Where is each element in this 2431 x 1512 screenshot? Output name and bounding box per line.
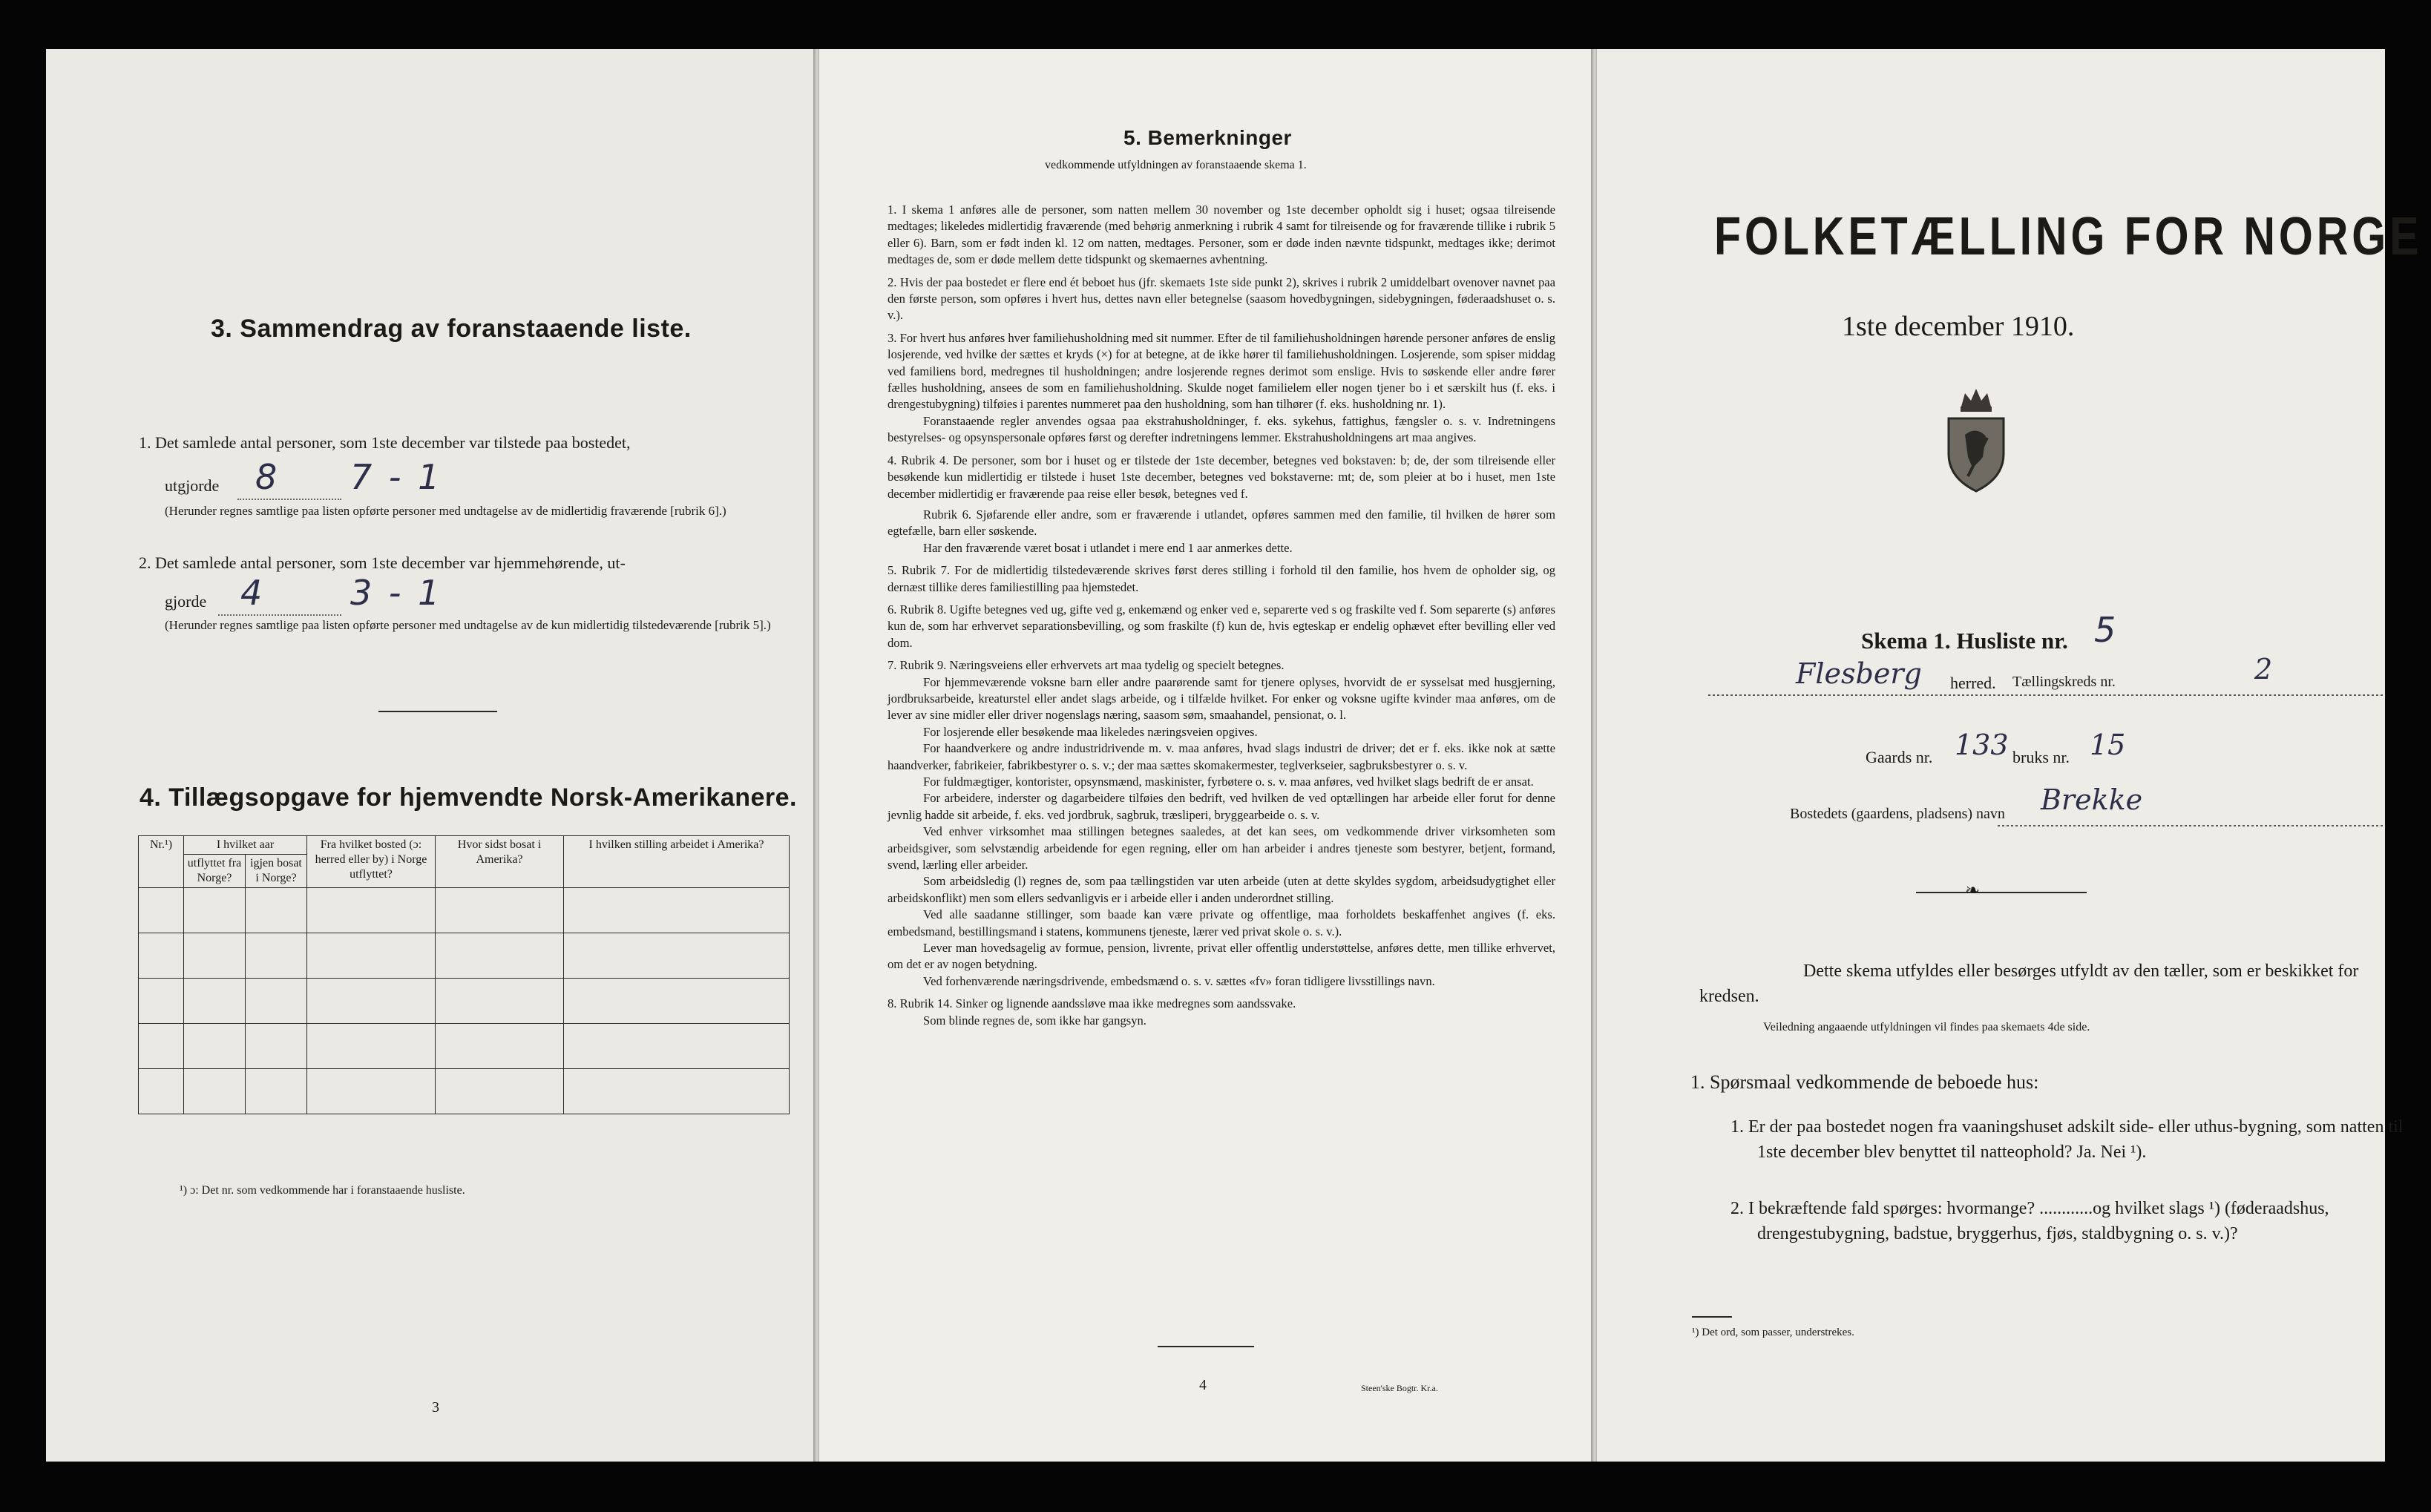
bosted-name: Brekke xyxy=(2041,783,2143,816)
kreds-nr: 2 xyxy=(2254,653,2273,686)
skema-label: Skema 1. Husliste nr. xyxy=(1861,628,2068,654)
gaards-label: Gaards nr. xyxy=(1866,748,1933,766)
kreds-label: Tællingskreds nr. xyxy=(2012,674,2116,690)
item-1-note: (Herunder regnes samtlige paa listen opførte personer med undtagelse av de midlertidig fraværende [rubrik 6].) xyxy=(165,504,726,518)
page-1 xyxy=(1597,49,2423,1462)
herred-dotline xyxy=(1708,694,2384,696)
norsk-amerikanere-table xyxy=(138,835,790,1114)
item-1-label: utgjorde xyxy=(165,476,220,495)
remark-7c: For losjerende eller besøkende maa likeledes næringsveien opgives. xyxy=(923,724,1258,739)
remark-3: 3. For hvert hus anføres hver familiehusholdning med sit nummer. Efter de til familiehusholdningen hørende personer anføres de enslig losjerende, ved hvilke der sættes et kryds (×) for at betegne, at de ikke hører til familiehusholdningen. Losjerende, som spiser middag ved familiens bord, medregnes til husholdningen; andre losjerende regnes derimot som enslige. Hvis to søskende eller andre fører fælles husholdning, ansees de som en familiehusholdning. Skulde noget familielem eller nogen tjener bo i et særskilt hus (f. eks. i drengestubygning) tilføies i parentes nummeret paa den husholdning, som han tilhører (f. eks. husholdning nr. 1). xyxy=(888,330,1555,412)
table-row xyxy=(139,1069,790,1114)
remark-7d: For haandverkere og andre industridrivende m. v. maa anføres, hvad slags industri de driver; det er f. eks. ikke nok at sætte haandverker, fabrikeier, fabrikbestyrer o. s. v.; der maa sættes skomakermester, teglverkseier, sagbruksbestyrer o. s. v. xyxy=(888,741,1555,772)
footnote: ¹) Det ord, som passer, understrekes. xyxy=(1692,1327,1854,1338)
table-row xyxy=(139,979,790,1024)
col-nr: Nr.¹) xyxy=(139,836,184,888)
question-2: 2. I bekræftende fald spørges: hvormange? ............og hvilket slags ¹) (føderaadshus, drengestubygning, badstue, bryggerhus, fjøs, staldbygning o. s. v.)? xyxy=(1730,1199,2329,1243)
remark-8b: Som blinde regnes de, som ikke har gangsyn. xyxy=(923,1013,1146,1028)
page-4 xyxy=(819,49,1591,1462)
herred-label: herred. xyxy=(1950,674,1996,692)
ornament-icon: ❧ xyxy=(1965,881,1981,901)
table-row xyxy=(139,1024,790,1069)
col-hvor: Hvor sidst bosat i Amerika? xyxy=(436,836,564,888)
page-3 xyxy=(46,49,818,1462)
remark-8: 8. Rubrik 14. Sinker og lignende aandssløve maa ikke medregnes som aandssvake. xyxy=(888,996,1296,1011)
remark-7i: Ved alle saadanne stillinger, som baade kan være private og offentlige, maa forholdets beskaffenhet angives (f. eks. embedsmand, bestillingsmand i statens, kommunens tjeneste, lærer ved privat skole o. s. v.). xyxy=(888,907,1555,939)
item-2-value: 4 xyxy=(240,573,263,613)
bosted-label: Bostedets (gaardens, pladsens) navn xyxy=(1790,806,2005,822)
remark-1: 1. I skema 1 anføres alle de personer, som natten mellem 30 november og 1ste december opholdt sig i huset; ogsaa tilreisende medtages; likeledes midlertidig fraværende (med behørig anmerkning i rubrik 4 samt for tilreisende og for fraværende tillike i rubrik 5 eller 6). Barn, som er født inden kl. 12 om natten, medtages. Personer, som er døde inden nævnte tidspunkt, medtages ikke; derimot medtages de, som er døde mellem dette tidspunkt og skemaernes avhentning. xyxy=(888,203,1555,267)
remark-2: 2. Hvis der paa bostedet er flere end ét beboet hus (jfr. skemaets 1ste side punkt 2), skrives i rubrik 2 umiddelbart ovenover navnet paa den første person, som opføres i hvert hus, dettes navn eller betegnelse (saasom hovedbygningen, sidebygningen, føderaadshuset o. s. v.). xyxy=(888,275,1555,323)
intro-small: Veiledning angaaende utfyldningen vil findes paa skemaets 4de side. xyxy=(1763,1021,2090,1033)
col-fra: Fra hvilket bosted (ɔ: herred eller by) i Norge utflyttet? xyxy=(307,836,436,888)
item-1-blank xyxy=(237,473,341,500)
bruks-nr: 15 xyxy=(2090,729,2126,761)
table-row xyxy=(139,933,790,979)
remarks-subtitle: vedkommende utfyldningen av foranstaaende skema 1. xyxy=(1045,159,1307,171)
remark-7k: Ved forhenværende næringsdrivende, embedsmænd o. s. v. sættes «fv» foran tidligere livsstillings navn. xyxy=(923,973,1435,988)
remark-7e: For fuldmægtiger, kontorister, opsynsmænd, maskinister, fyrbøtere o. s. v. maa anføres, ved hvilket slags bedrift de er ansat. xyxy=(923,775,1534,789)
remark-4b: Rubrik 6. Sjøfarende eller andre, som er fraværende i utlandet, opføres sammen med den familie, til hvilken de hører som egtefælle, barn eller søskende. xyxy=(888,507,1555,539)
bruks-label: bruks nr. xyxy=(2012,748,2070,766)
item-1-value: 8 xyxy=(255,457,278,497)
section-3-title: 3. Sammendrag av foranstaaende liste. xyxy=(211,315,692,343)
remark-6: 6. Rubrik 8. Ugifte betegnes ved ug, gifte ved g, enkemænd og enker ved e, separerte ved s og fraskilte ved f. Som separerte (s) anføres kun de, som har erhvervet separationsbevilling, og som fraskilte (f) kun de, hvis egteskap er endelig ophævet efter bevilling eller ved dom. xyxy=(888,602,1555,650)
divider xyxy=(1158,1346,1254,1347)
remark-4c: Har den fraværende været bosat i utlandet i mere end 1 aar anmerkes dette. xyxy=(923,540,1293,555)
item-2-handwritten: 3 - 1 xyxy=(350,573,443,613)
remark-7j: Lever man hovedsagelig av formue, pension, livrente, privat eller offentlig understøttelse, anføres dette, men tillike erhvervet, om det er av nogen betydning. xyxy=(888,941,1555,972)
col-utflyttet: utflyttet fra Norge? xyxy=(184,855,246,888)
bosted-dotline xyxy=(1998,825,2384,826)
printer-imprint: Steen'ske Bogtr. Kr.a. xyxy=(1361,1383,1438,1393)
census-date: 1ste december 1910. xyxy=(1842,311,2075,342)
section-4-title: 4. Tillægsopgave for hjemvendte Norsk-Amerikanere. xyxy=(140,783,797,812)
remark-3b: Foranstaaende regler anvendes ogsaa paa ekstrahusholdninger, f. eks. sykehus, fattighus, fængsler o. s. v. Indretningens bestyrelses- og opsynspersonale opføres først og derefter indretningens lemmer. Ekstrahusholdningens art maa angives. xyxy=(888,413,1555,445)
ornament-right xyxy=(1990,892,2087,893)
herred-name: Flesberg xyxy=(1796,657,1922,690)
col-group-aar: I hvilket aar xyxy=(184,836,307,855)
remark-4: 4. Rubrik 4. De personer, som bor i huset og er tilstede der 1ste december, betegnes ved bokstaven: b; de, der som tilreisende eller besøkende kun midlertidig er tilstede i huset 1ste december, betegnes ved bokstaverne: mt; de, som pleier at bo i huset, men 1ste december midlertidig er fraværende paa reise eller besøk, betegnes ved f. xyxy=(888,453,1555,501)
gaards-nr: 133 xyxy=(1955,729,2009,761)
page-number: 4 xyxy=(1199,1377,1207,1393)
col-stilling: I hvilken stilling arbeidet i Amerika? xyxy=(564,836,790,888)
item-2-blank xyxy=(218,589,341,616)
remark-7b: For hjemmeværende voksne barn eller andre paarørende samt for tjenere oplyses, hvorvidt de er sysselsat med husgjerning, jordbruksarbeide, kreaturstel eller andet slags arbeide, og i tilfælde hvilket. For enker og voksne ugifte kvinder maa anføres, om de lever av sine midler eller driver nogenslags næring, saasom søm, smaahandel, pensionat, o. l. xyxy=(888,674,1555,723)
item-1-text: 1. Det samlede antal personer, som 1ste december var tilstede paa bostedet, xyxy=(139,433,631,452)
main-title: FOLKETÆLLING FOR NORGE xyxy=(1714,207,2423,266)
item-2-text: 2. Det samlede antal personer, som 1ste december var hjemmehørende, ut- xyxy=(139,553,626,572)
divider xyxy=(378,711,497,712)
table-footnote: ¹) ɔ: Det nr. som vedkommende har i foranstaaende husliste. xyxy=(180,1184,465,1197)
remark-7h: Som arbeidsledig (l) regnes de, som paa tællingstiden var uten arbeide (uten at dette skyldes sygdom, arbeidsudygtighet eller arbeidskonflikt) men som ellers sedvanligvis er i arbeide eller i anden underordnet stilling. xyxy=(888,874,1555,905)
item-2-label: gjorde xyxy=(165,592,207,611)
question-1: 1. Er der paa bostedet nogen fra vaaningshuset adskilt side- eller uthus-bygning, som natten til 1ste december blev benyttet til natteophold? Ja. Nei ¹). xyxy=(1730,1117,2404,1162)
remark-7g: Ved enhver virksomhet maa stillingen betegnes saaledes, at det kan sees, om vedkommende driver virksomheten som arbeidsgiver, som selvstændig arbeidende for egen regning, eller om han arbeider i andres tjeneste som bestyrer, betjent, formand, svend, lærling eller arbeider. xyxy=(888,824,1555,872)
item-1-handwritten: 7 - 1 xyxy=(350,457,443,497)
remark-5: 5. Rubrik 7. For de midlertidig tilstedeværende skrives først deres stilling i forhold til den familie, hos hvem de opholder sig, og dernæst tillike deres familiestilling paa hjemstedet. xyxy=(888,563,1555,594)
intro-text: Dette skema utfyldes eller besørges utfyldt av den tæller, som er beskikket for kredsen. xyxy=(1699,962,2359,1006)
col-igjen: igjen bosat i Norge? xyxy=(246,855,307,888)
remarks-title: 5. Bemerkninger xyxy=(1123,126,1292,149)
norway-coat-of-arms-icon xyxy=(1943,386,2010,494)
table-row xyxy=(139,888,790,933)
husliste-nr: 5 xyxy=(2094,610,2116,650)
remarks-text xyxy=(888,202,1555,1029)
remark-7f: For arbeidere, inderster og dagarbeidere tilføies den bedrift, ved hvilken de ved optællingen har arbeide eller forut for denne jevnlig hadde sit arbeide, f. eks. ved jordbruk, sagbruk, træsliperi, bryggearbeide o. s. v. xyxy=(888,791,1555,822)
question-heading: 1. Spørsmaal vedkommende de beboede hus: xyxy=(1690,1071,2039,1093)
page-number: 3 xyxy=(432,1399,439,1416)
footnote-rule xyxy=(1692,1316,1732,1318)
item-2-note: (Herunder regnes samtlige paa listen opførte personer med undtagelse av de kun midlertidig tilstedeværende [rubrik 5].) xyxy=(165,618,771,632)
remark-7: 7. Rubrik 9. Næringsveiens eller erhvervets art maa tydelig og specielt betegnes. xyxy=(888,658,1285,673)
